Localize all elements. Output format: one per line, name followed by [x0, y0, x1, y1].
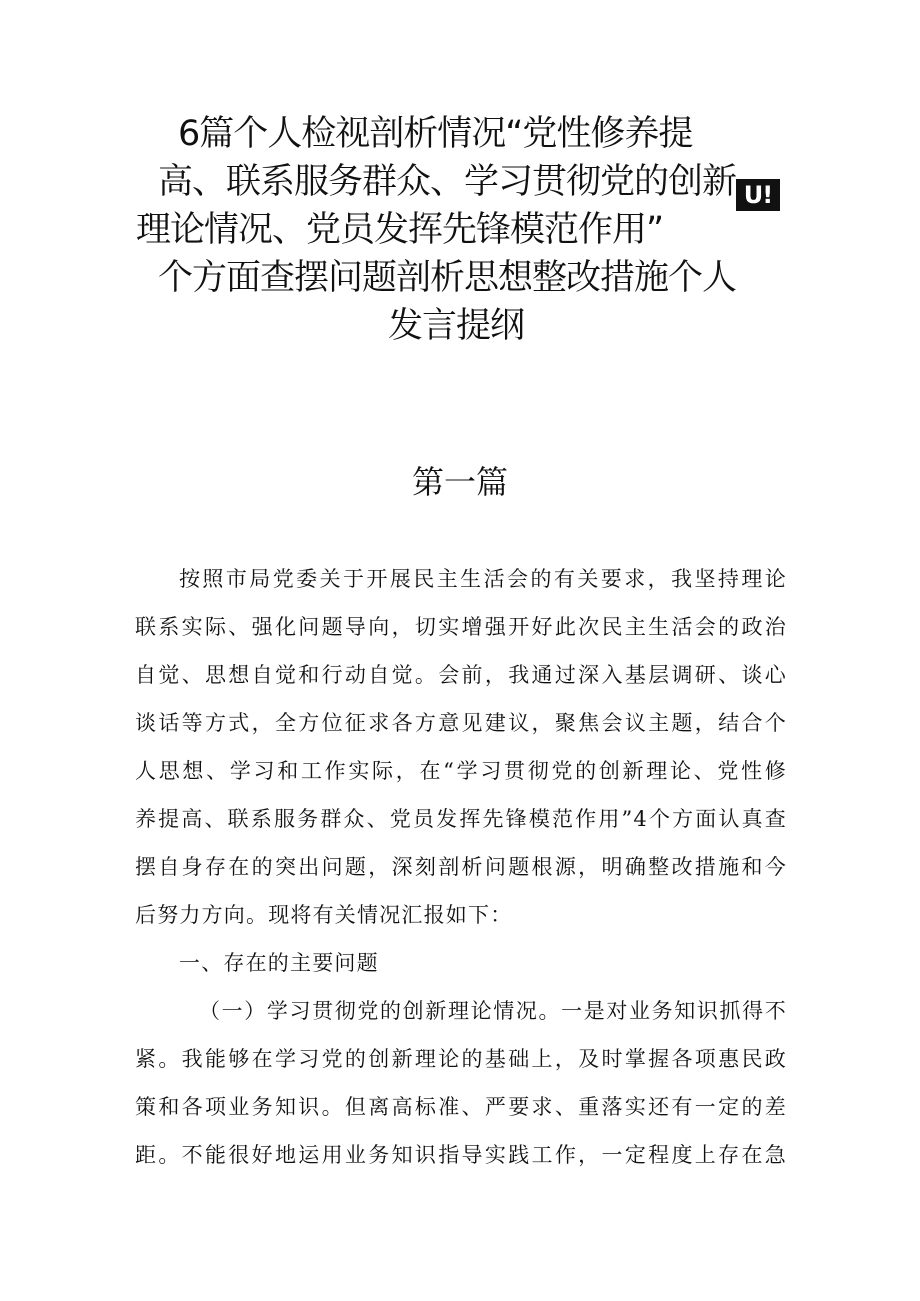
title-line-3: 理论情况、党员发挥先锋模范作用” [136, 210, 664, 250]
stamp-mark: U! [736, 179, 780, 211]
document-title [0, 110, 920, 350]
title-line-2: 高、联系服务群众、学习贯彻党的创新 [158, 162, 737, 202]
paragraph-line: 联系实际、强化问题导向，切实增强开好此次民主生活会的政治 [135, 615, 787, 639]
section-heading-problems: 一、存在的主要问题 [179, 951, 379, 975]
section-heading: 第一篇 [411, 463, 508, 501]
paragraph-line: 摆自身存在的突出问题，深刻剖析问题根源，明确整改措施和今 [135, 855, 787, 879]
paragraph-line: （一）学习贯彻党的创新理论情况。一是对业务知识抓得不 [199, 999, 787, 1023]
paragraph-intro [135, 555, 787, 1179]
title-line-1: 6篇个人检视剖析情况“党性修养提 [178, 114, 693, 154]
paragraph-line: 养提高、联系服务群众、党员发挥先锋模范作用”4个方面认真查 [135, 807, 787, 831]
paragraph-line: 按照市局党委关于开展民主生活会的有关要求，我坚持理论 [179, 567, 787, 591]
paragraph-line: 自觉、思想自觉和行动自觉。会前，我通过深入基层调研、谈心 [135, 663, 787, 687]
paragraph-line: 距。不能很好地运用业务知识指导实践工作，一定程度上存在急 [135, 1143, 787, 1167]
title-line-5: 发言提纲 [388, 306, 525, 346]
paragraph-line: 紧。我能够在学习党的创新理论的基础上，及时掌握各项惠民政 [135, 1047, 787, 1071]
paragraph-line: 策和各项业务知识。但离高标准、严要求、重落实还有一定的差 [135, 1095, 787, 1119]
paragraph-line: 后努力方向。现将有关情况汇报如下： [135, 903, 513, 927]
paragraph-line: 谈话等方式，全方位征求各方意见建议，聚焦会议主题，结合个 [135, 711, 787, 735]
paragraph-line: 人思想、学习和工作实际，在“学习贯彻党的创新理论、党性修 [135, 759, 787, 783]
title-line-4: 个方面查摆问题剖析思想整改措施个人 [158, 258, 737, 298]
